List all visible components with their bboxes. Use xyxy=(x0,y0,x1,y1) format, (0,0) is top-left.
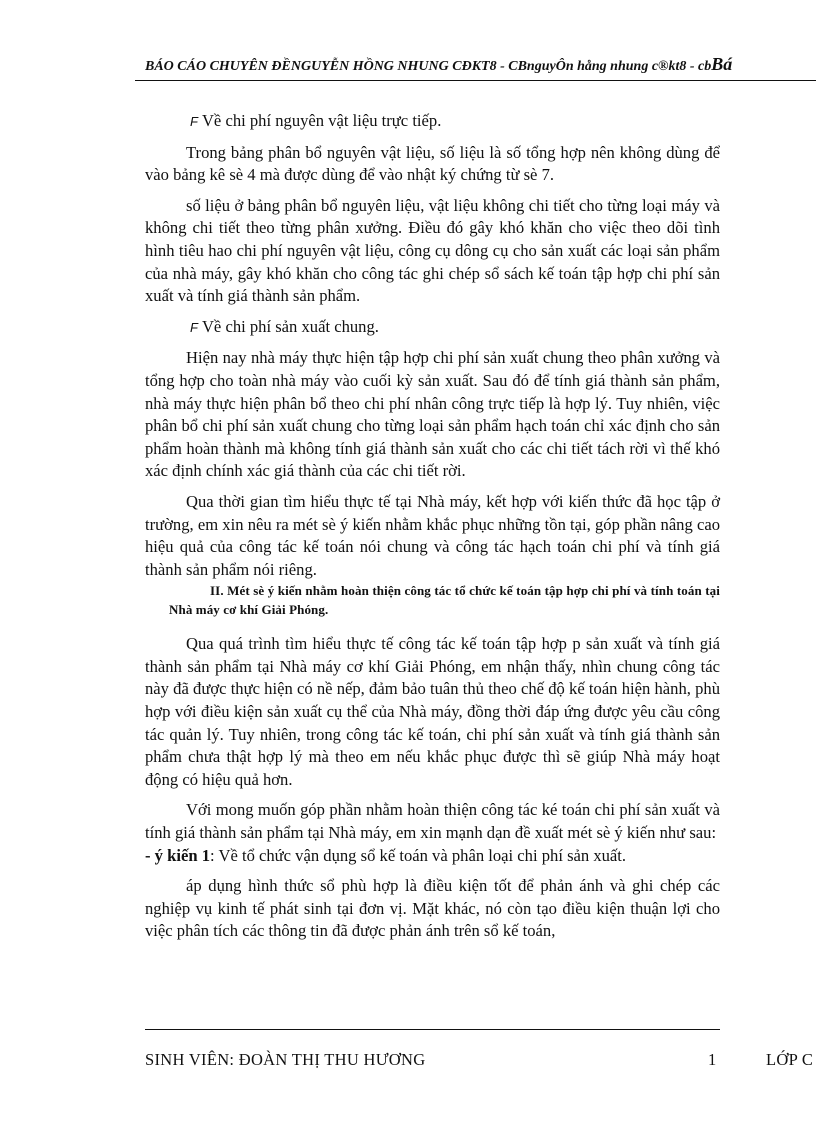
section-2-title: F Về chi phí sản xuất chung. xyxy=(190,316,379,336)
header-title-tail: Bá xyxy=(711,54,733,74)
header-title: BÁO CÁO CHUYÊN ĐỀNGUYỄN HỒNG NHUNG CĐKT8 - CBnguyÔn hång nhung c®kt8 - cb xyxy=(145,59,712,74)
document-body xyxy=(145,110,720,951)
footer-rule xyxy=(145,1029,720,1030)
section-1-title: F Về chi phí nguyên vật liệu trực tiếp. xyxy=(190,111,442,130)
footer-class: LỚP C xyxy=(766,1050,814,1069)
paragraph-1: Trong bảng phân bổ nguyên vật liệu, số liệu là số tổng hợp nên không dùng để vào bảng kê sè 4 mà được dùng để vào nhật ký chứng từ sè 7. xyxy=(145,142,720,185)
idea-1-label: - ý kiến 1 xyxy=(145,845,210,865)
paragraph-2: số liệu ở bảng phân bổ nguyên liệu, vật liệu không chi tiết cho từng loại máy và không chi tiết theo từng phân xưởng. Điều đó gây khó khăn cho việc theo dõi tình hình tiêu hao chi phí nguyên vật liệu, công cụ dông cụ cho sản xuất các loại sản phẩm của nhà máy, gây khó khăn cho công tác ghi chép sổ sách kế toán tập hợp chi phí sản xuất và tính giá thành sản phẩm. xyxy=(145,195,720,306)
footer-student: SINH VIÊN: ĐOÀN THỊ THU HƯƠNG xyxy=(145,1050,426,1069)
bullet-icon: F xyxy=(190,319,198,335)
paragraph-4: Qua thời gian tìm hiểu thực tế tại Nhà máy, kết hợp với kiến thức đã học tập ở trường, em xin nêu ra mét sè ý kiến nhằm khắc phục những tồn tại, góp phần nâng cao hiệu quả của công tác kế toán nói chung và công tác hạch toán chi phí và tính giá thành sản phẩm nói riêng. xyxy=(145,491,720,579)
header-rule xyxy=(135,80,816,81)
idea-1-text: : Về tổ chức vận dụng sổ kế toán và phân loại chi phí sản xuất. xyxy=(210,845,627,865)
paragraph-3: Hiện nay nhà máy thực hiện tập hợp chi phí sản xuất chung theo phân xưởng và tổng hợp cho toàn nhà máy vào cuối kỳ sản xuất. Sau đó để tính giá thành sản phẩm, nhà máy thực hiện phân bổ theo chi phí nhân công trực tiếp là hợp lý. Tuy nhiên, việc phân bổ chi phí sản xuất chung cho từng loại sản phẩm hạch toán chỉ xác định cho sản phẩm hoàn thành mà không tính giá thành sản xuất cho các chi tiết tách rời vì thế khó xác định chính xác giá thành của các chi tiết rời. xyxy=(145,348,720,481)
paragraph-6: Với mong muốn góp phần nhằm hoàn thiện công tác ké toán chi phí sản xuất và tính giá thành sản phẩm tại Nhà máy, em xin mạnh dạn đề xuất mét sè ý kiến như sau: xyxy=(145,800,720,843)
paragraph-5: Qua quá trình tìm hiểu thực tế công tác kế toán tập hợp p sản xuất và tính giá thành sản phẩm tại Nhà máy cơ khí Giải Phóng, em nhận thấy, nhìn chung công tác này đã được thực hiện có nề nếp, đảm bảo tuân thủ theo chế độ kế toán hiện hành, phù hợp với điều kiện sản xuất cụ thể của Nhà máy, đồng thời đáp ứng được yêu cầu công tác quản lý. Tuy nhiên, trong công tác kế toán, chi phí sản xuất và tính giá thành sản phẩm chưa thật hợp lý mà theo em nếu khắc phục được thì sẽ giúp Nhà máy hoạt động có hiệu quả hơn. xyxy=(145,634,720,789)
bullet-icon: F xyxy=(190,114,198,129)
section-heading-2: II. Mét sè ý kiến nhằm hoàn thiện công tác tổ chức kế toán tập hợp chi phí và tính toán tại Nhà máy cơ khí Giải Phóng. xyxy=(169,583,720,618)
running-header xyxy=(145,54,816,75)
idea-1-line xyxy=(145,845,720,868)
paragraph-7: áp dụng hình thức sổ phù hợp là điều kiện tốt để phản ánh và ghi chép các nghiệp vụ kinh tế phát sinh tại đơn vị. Mặt khác, nó còn tạo điều kiện thuận lợi cho việc phân tích các thông tin đã được phản ánh trên sổ kế toán, xyxy=(145,876,720,941)
page-number: 1 xyxy=(708,1050,717,1069)
